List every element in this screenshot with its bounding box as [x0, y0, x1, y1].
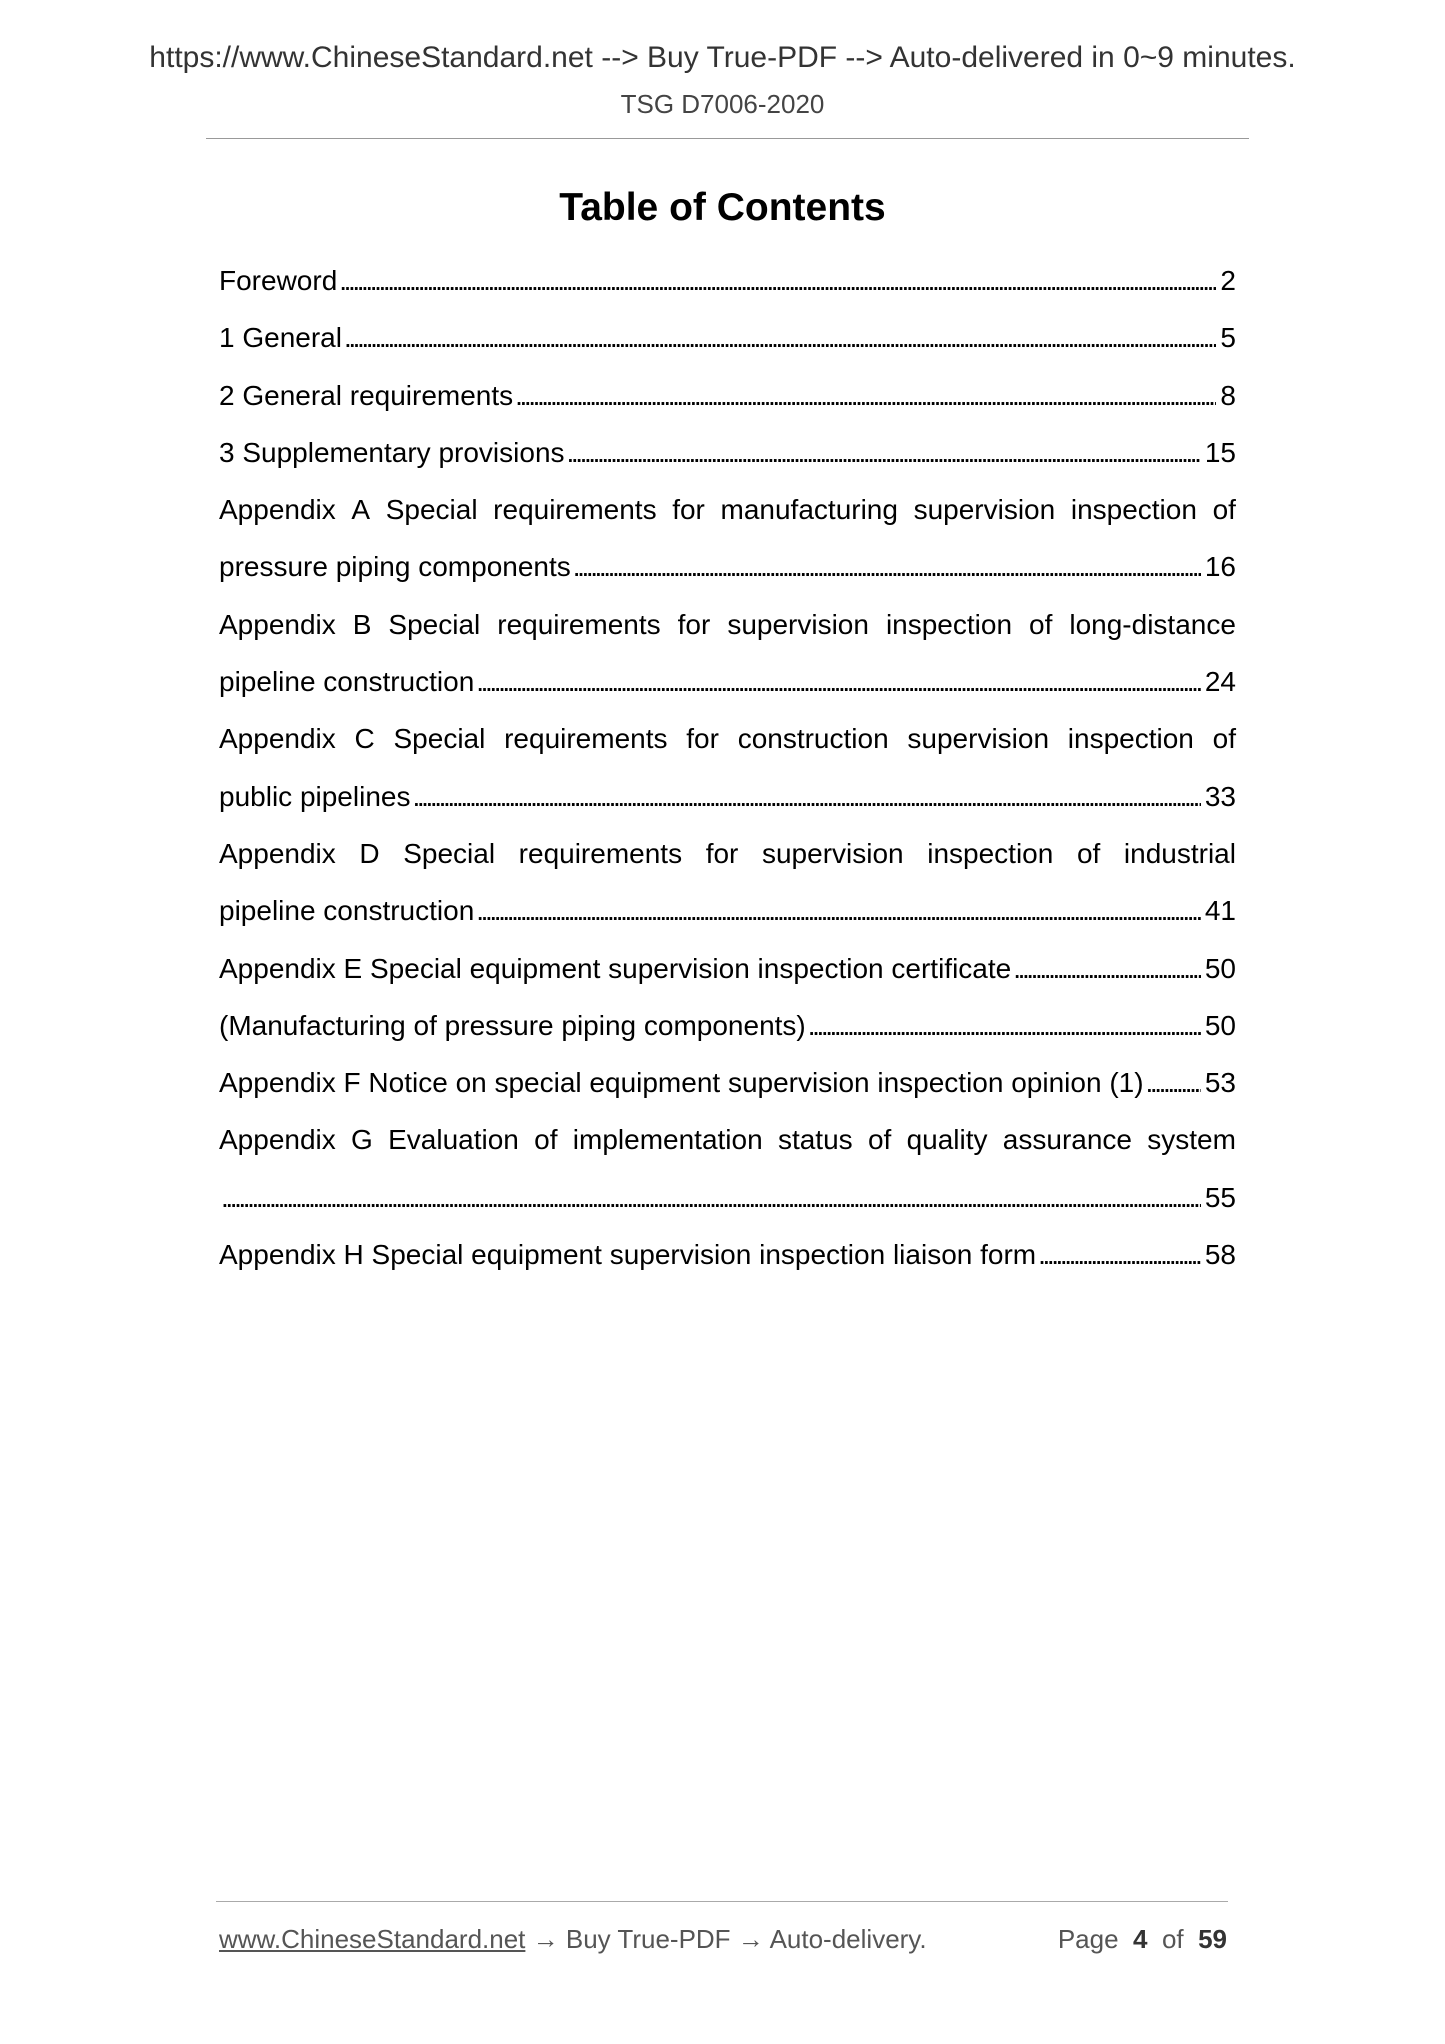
- toc-leader-dots: [567, 424, 1201, 481]
- toc-entry-title: Appendix A Special requirements for manufacturing supervision inspection of: [219, 494, 1236, 526]
- toc-entry[interactable]: [219, 768, 1236, 825]
- toc-entry[interactable]: [219, 309, 1236, 366]
- toc-entry[interactable]: [219, 1054, 1236, 1111]
- toc-entry[interactable]: [219, 653, 1236, 710]
- toc-page-number: 8: [1220, 379, 1236, 411]
- toc-entry[interactable]: [219, 252, 1236, 309]
- toc-page-number: 50: [1204, 952, 1236, 984]
- page-label: Page: [1057, 1924, 1119, 1954]
- toc-entry-title: Foreword: [219, 265, 338, 296]
- toc-page-number: 16: [1204, 551, 1236, 583]
- toc-leader-dots: [476, 882, 1201, 939]
- toc-leader-dots: [339, 252, 1216, 309]
- toc-page-number: 58: [1204, 1239, 1236, 1271]
- toc-entry[interactable]: [219, 424, 1236, 481]
- toc-leader-dots: [476, 653, 1201, 710]
- table-of-contents: [219, 252, 1236, 1283]
- footer-left: [219, 1922, 927, 1956]
- toc-leader-dots: [344, 309, 1216, 366]
- page-indicator: [1058, 1922, 1227, 1956]
- header-banner: https://www.ChineseStandard.net --> Buy True-PDF --> Auto-delivered in 0~9 minutes.: [149, 41, 1296, 74]
- toc-page-number: 33: [1204, 780, 1236, 812]
- toc-page-number: 55: [1204, 1181, 1236, 1213]
- of-label: of: [1161, 1924, 1184, 1954]
- toc-page-number: 24: [1204, 666, 1236, 698]
- toc-entry[interactable]: [219, 997, 1236, 1054]
- toc-entry-title: pressure piping components: [219, 551, 571, 583]
- toc-entry[interactable]: [219, 481, 1236, 538]
- toc-page-number: 53: [1204, 1067, 1236, 1099]
- toc-entry-title: Appendix C Special requirements for construction supervision inspection of: [219, 723, 1236, 755]
- toc-entry-title: Appendix F Notice on special equipment supervision inspection opinion (1): [219, 1067, 1144, 1099]
- toc-leader-dots: [1038, 1226, 1201, 1283]
- toc-leader-dots: [1013, 940, 1201, 997]
- toc-entry-title: 3 Supplementary provisions: [219, 436, 565, 468]
- toc-leader-dots: [808, 997, 1201, 1054]
- toc-entry[interactable]: [219, 882, 1236, 939]
- toc-entry-title: Appendix H Special equipment supervision inspection liaison form: [219, 1239, 1037, 1271]
- toc-leader-dots: [573, 538, 1201, 595]
- toc-entry[interactable]: [219, 1226, 1236, 1283]
- toc-entry-title: (Manufacturing of pressure piping components): [219, 1009, 806, 1041]
- current-page: 4: [1133, 1924, 1148, 1954]
- toc-page-number: 50: [1204, 1009, 1236, 1041]
- toc-entry[interactable]: [219, 538, 1236, 595]
- toc-entry-title: Appendix E Special equipment supervision inspection certificate: [219, 952, 1012, 984]
- toc-entry-title: 1 General: [219, 322, 342, 354]
- toc-entry-title: 2 General requirements: [219, 379, 514, 411]
- toc-entry-title: public pipelines: [219, 780, 411, 812]
- toc-leader-dots: [221, 1169, 1201, 1226]
- toc-entry[interactable]: [219, 1169, 1236, 1226]
- toc-leader-dots: [412, 768, 1200, 825]
- toc-page-number: 41: [1204, 895, 1236, 927]
- toc-page-number: 5: [1220, 322, 1236, 354]
- toc-entry[interactable]: [219, 825, 1236, 882]
- header-divider: [206, 138, 1249, 139]
- toc-page-number: 15: [1204, 436, 1236, 468]
- toc-entry-title: pipeline construction: [219, 895, 475, 927]
- toc-entry[interactable]: [219, 596, 1236, 653]
- toc-entry[interactable]: [219, 940, 1236, 997]
- toc-leader-dots: [1146, 1054, 1201, 1111]
- toc-entry-title: Appendix D Special requirements for supervision inspection of industrial: [219, 837, 1236, 869]
- toc-entry[interactable]: [219, 1111, 1236, 1168]
- toc-entry[interactable]: [219, 710, 1236, 767]
- toc-leader-dots: [515, 367, 1216, 424]
- total-pages: 59: [1198, 1924, 1227, 1954]
- footer-tagline: → Buy True-PDF → Auto-delivery.: [525, 1924, 927, 1954]
- toc-page-number: 2: [1220, 265, 1236, 296]
- footer-divider: [216, 1901, 1228, 1902]
- toc-entry-title: Appendix G Evaluation of implementation status of quality assurance system: [219, 1124, 1236, 1156]
- toc-entry[interactable]: [219, 367, 1236, 424]
- toc-entry-title: Appendix B Special requirements for supervision inspection of long-distance: [219, 608, 1236, 640]
- document-id: TSG D7006-2020: [620, 89, 825, 119]
- page-title: Table of Contents: [559, 186, 886, 229]
- site-link[interactable]: www.ChineseStandard.net: [219, 1924, 526, 1954]
- toc-entry-title: pipeline construction: [219, 666, 475, 698]
